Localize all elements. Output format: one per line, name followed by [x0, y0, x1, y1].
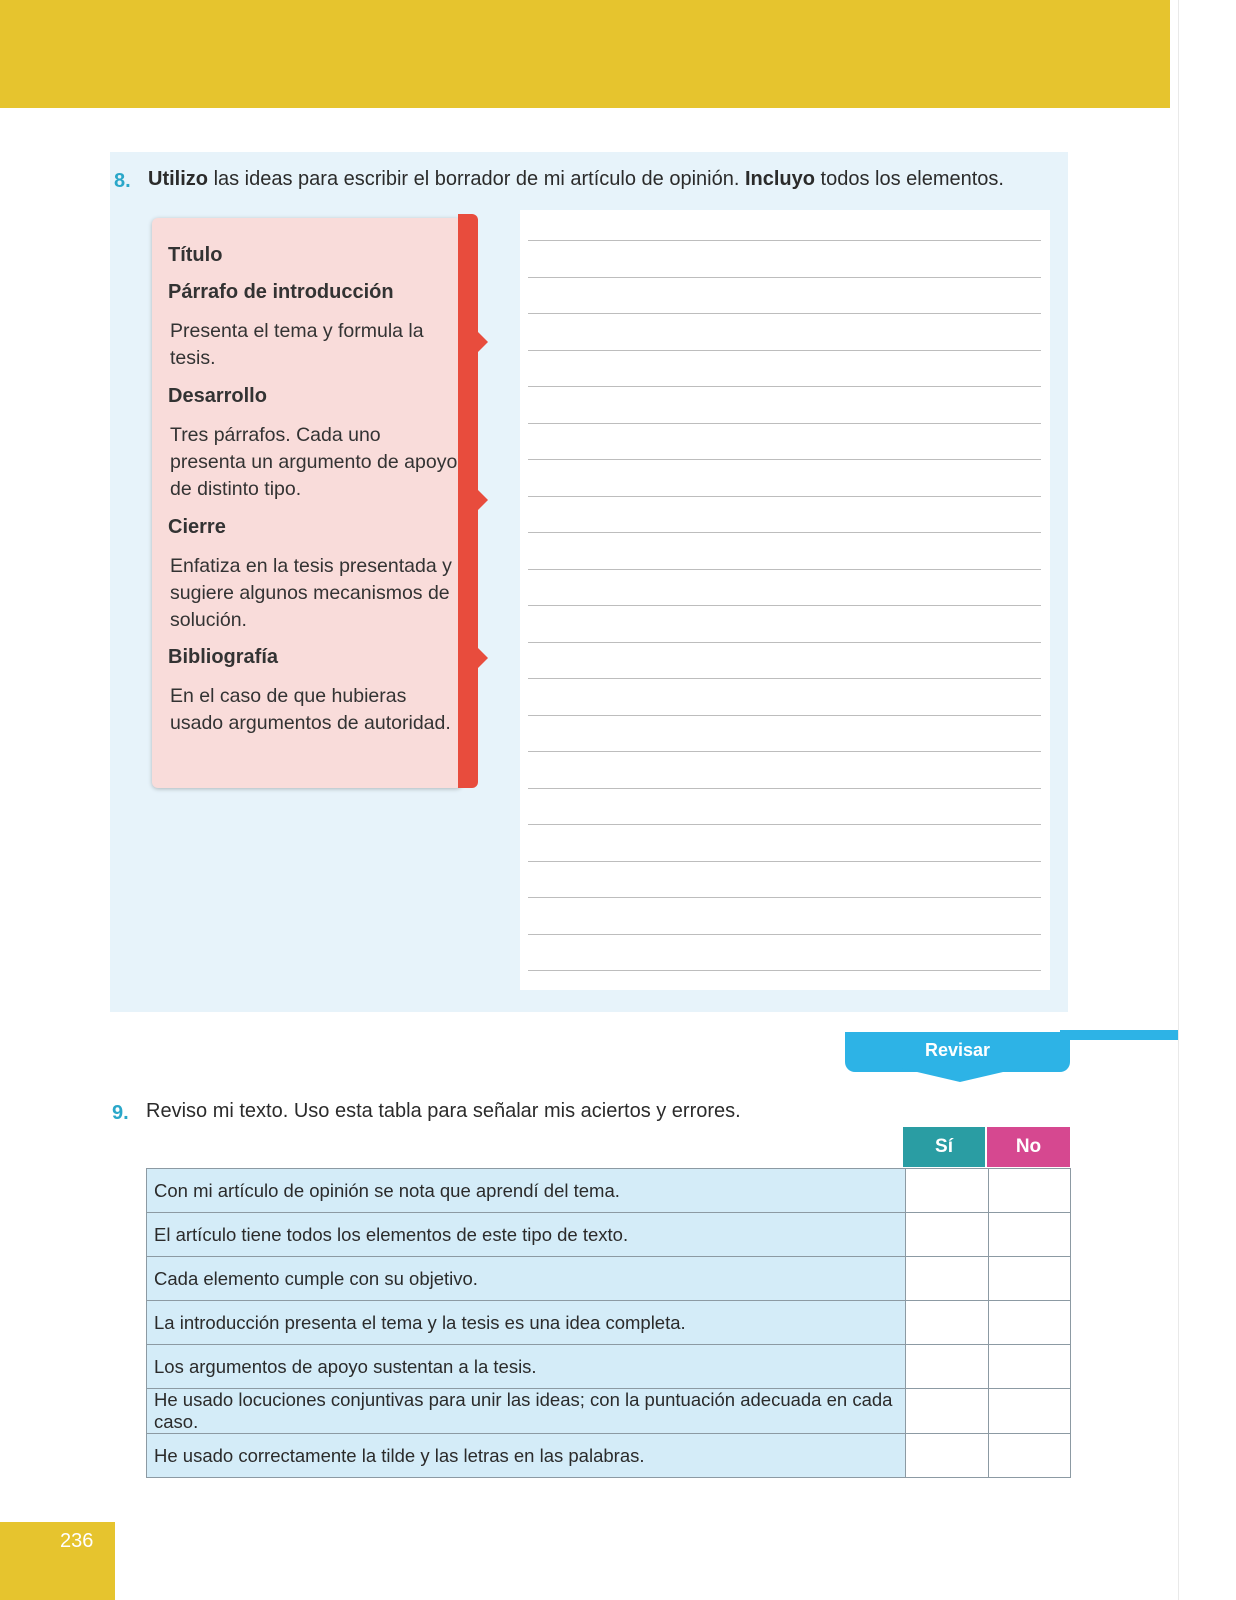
writing-line — [528, 934, 1041, 935]
criterion-cell: Con mi artículo de opinión se nota que aprendí del tema. — [147, 1169, 906, 1213]
yes-checkbox[interactable] — [906, 1389, 988, 1434]
structure-guide-bar — [458, 214, 478, 788]
writing-line — [528, 678, 1041, 679]
question-8-verb-1: Utilizo — [148, 168, 208, 190]
no-checkbox[interactable] — [988, 1213, 1070, 1257]
yes-checkbox[interactable] — [906, 1345, 988, 1389]
writing-line — [528, 861, 1041, 862]
draft-writing-area[interactable] — [520, 210, 1050, 990]
revisar-band — [1060, 1030, 1178, 1040]
table-row — [147, 1345, 1071, 1389]
criterion-cell: Cada elemento cumple con su objetivo. — [147, 1257, 906, 1301]
self-review-table — [146, 1168, 1071, 1478]
question-8-text-2: todos los elementos. — [820, 168, 1004, 190]
yes-checkbox[interactable] — [906, 1301, 988, 1345]
page-number-box — [0, 1522, 115, 1600]
question-9-verb-2: Uso — [293, 1100, 330, 1122]
writing-line — [528, 240, 1041, 241]
no-checkbox[interactable] — [988, 1345, 1070, 1389]
yes-checkbox[interactable] — [906, 1169, 988, 1213]
question-9-text-1: mi texto. — [212, 1100, 289, 1122]
writing-line — [528, 970, 1041, 971]
question-8-instruction — [148, 168, 1004, 191]
yes-checkbox[interactable] — [906, 1213, 988, 1257]
column-header-no: No — [987, 1127, 1070, 1167]
guide-arrow-2 — [476, 488, 488, 512]
question-9-number: 9. — [112, 1102, 129, 1124]
question-9-instruction — [146, 1100, 741, 1123]
guide-development-heading: Desarrollo — [168, 385, 267, 407]
guide-closing-heading: Cierre — [168, 516, 226, 538]
guide-development-body: Tres párrafos. Cada uno presenta un argumento de apoyo de distinto tipo. — [170, 424, 458, 500]
yes-checkbox[interactable] — [906, 1257, 988, 1301]
guide-intro-heading: Párrafo de introducción — [168, 281, 394, 303]
question-9-verb-1: Reviso — [146, 1100, 208, 1122]
guide-bibliography-heading: Bibliografía — [168, 646, 279, 668]
header-band — [0, 0, 1170, 108]
no-checkbox[interactable] — [988, 1434, 1070, 1478]
criterion-cell: He usado correctamente la tilde y las letras en las palabras. — [147, 1434, 906, 1478]
yes-checkbox[interactable] — [906, 1434, 988, 1478]
question-8-text-1: las ideas para escribir el borrador de mi artículo de opinión. — [213, 168, 740, 190]
table-row — [147, 1213, 1071, 1257]
revisar-label: Revisar — [924, 1040, 991, 1060]
table-row — [147, 1389, 1071, 1434]
no-checkbox[interactable] — [988, 1169, 1070, 1213]
page-number: 236 — [60, 1530, 94, 1552]
criterion-cell: He usado locuciones conjuntivas para unir las ideas; con la puntuación adecuada en cada caso. — [147, 1389, 906, 1434]
writing-line — [528, 824, 1041, 825]
guide-title-heading: Título — [168, 244, 223, 266]
guide-intro-body: Presenta el tema y formula la tesis. — [170, 320, 424, 369]
revisar-tab-point — [900, 1068, 1020, 1082]
writing-line — [528, 605, 1041, 606]
writing-line — [528, 313, 1041, 314]
question-8-number: 8. — [114, 170, 131, 192]
table-row — [147, 1301, 1071, 1345]
writing-line — [528, 751, 1041, 752]
writing-line — [528, 715, 1041, 716]
writing-line — [528, 569, 1041, 570]
writing-line — [528, 897, 1041, 898]
table-row — [147, 1169, 1071, 1213]
no-checkbox[interactable] — [988, 1389, 1070, 1434]
column-header-yes: Sí — [903, 1127, 985, 1167]
guide-arrow-1 — [476, 330, 488, 354]
guide-closing-body: Enfatiza en la tesis presentada y sugiere algunos mecanismos de solución. — [170, 555, 452, 631]
guide-arrow-3 — [476, 646, 488, 670]
page-edge — [1178, 0, 1179, 1600]
criterion-cell: El artículo tiene todos los elementos de este tipo de texto. — [147, 1213, 906, 1257]
writing-line — [528, 788, 1041, 789]
question-9-text-2: esta tabla para señalar mis aciertos y errores. — [334, 1100, 741, 1122]
writing-line — [528, 386, 1041, 387]
no-checkbox[interactable] — [988, 1301, 1070, 1345]
writing-line — [528, 642, 1041, 643]
table-row — [147, 1434, 1071, 1478]
criterion-cell: Los argumentos de apoyo sustentan a la tesis. — [147, 1345, 906, 1389]
writing-line — [528, 532, 1041, 533]
question-8-verb-2: Incluyo — [744, 168, 815, 190]
writing-line — [528, 423, 1041, 424]
criterion-cell: La introducción presenta el tema y la tesis es una idea completa. — [147, 1301, 906, 1345]
guide-bibliography-body: En el caso de que hubieras usado argumentos de autoridad. — [170, 685, 451, 734]
writing-line — [528, 496, 1041, 497]
writing-line — [528, 459, 1041, 460]
writing-line — [528, 350, 1041, 351]
writing-line — [528, 277, 1041, 278]
table-row — [147, 1257, 1071, 1301]
no-checkbox[interactable] — [988, 1257, 1070, 1301]
